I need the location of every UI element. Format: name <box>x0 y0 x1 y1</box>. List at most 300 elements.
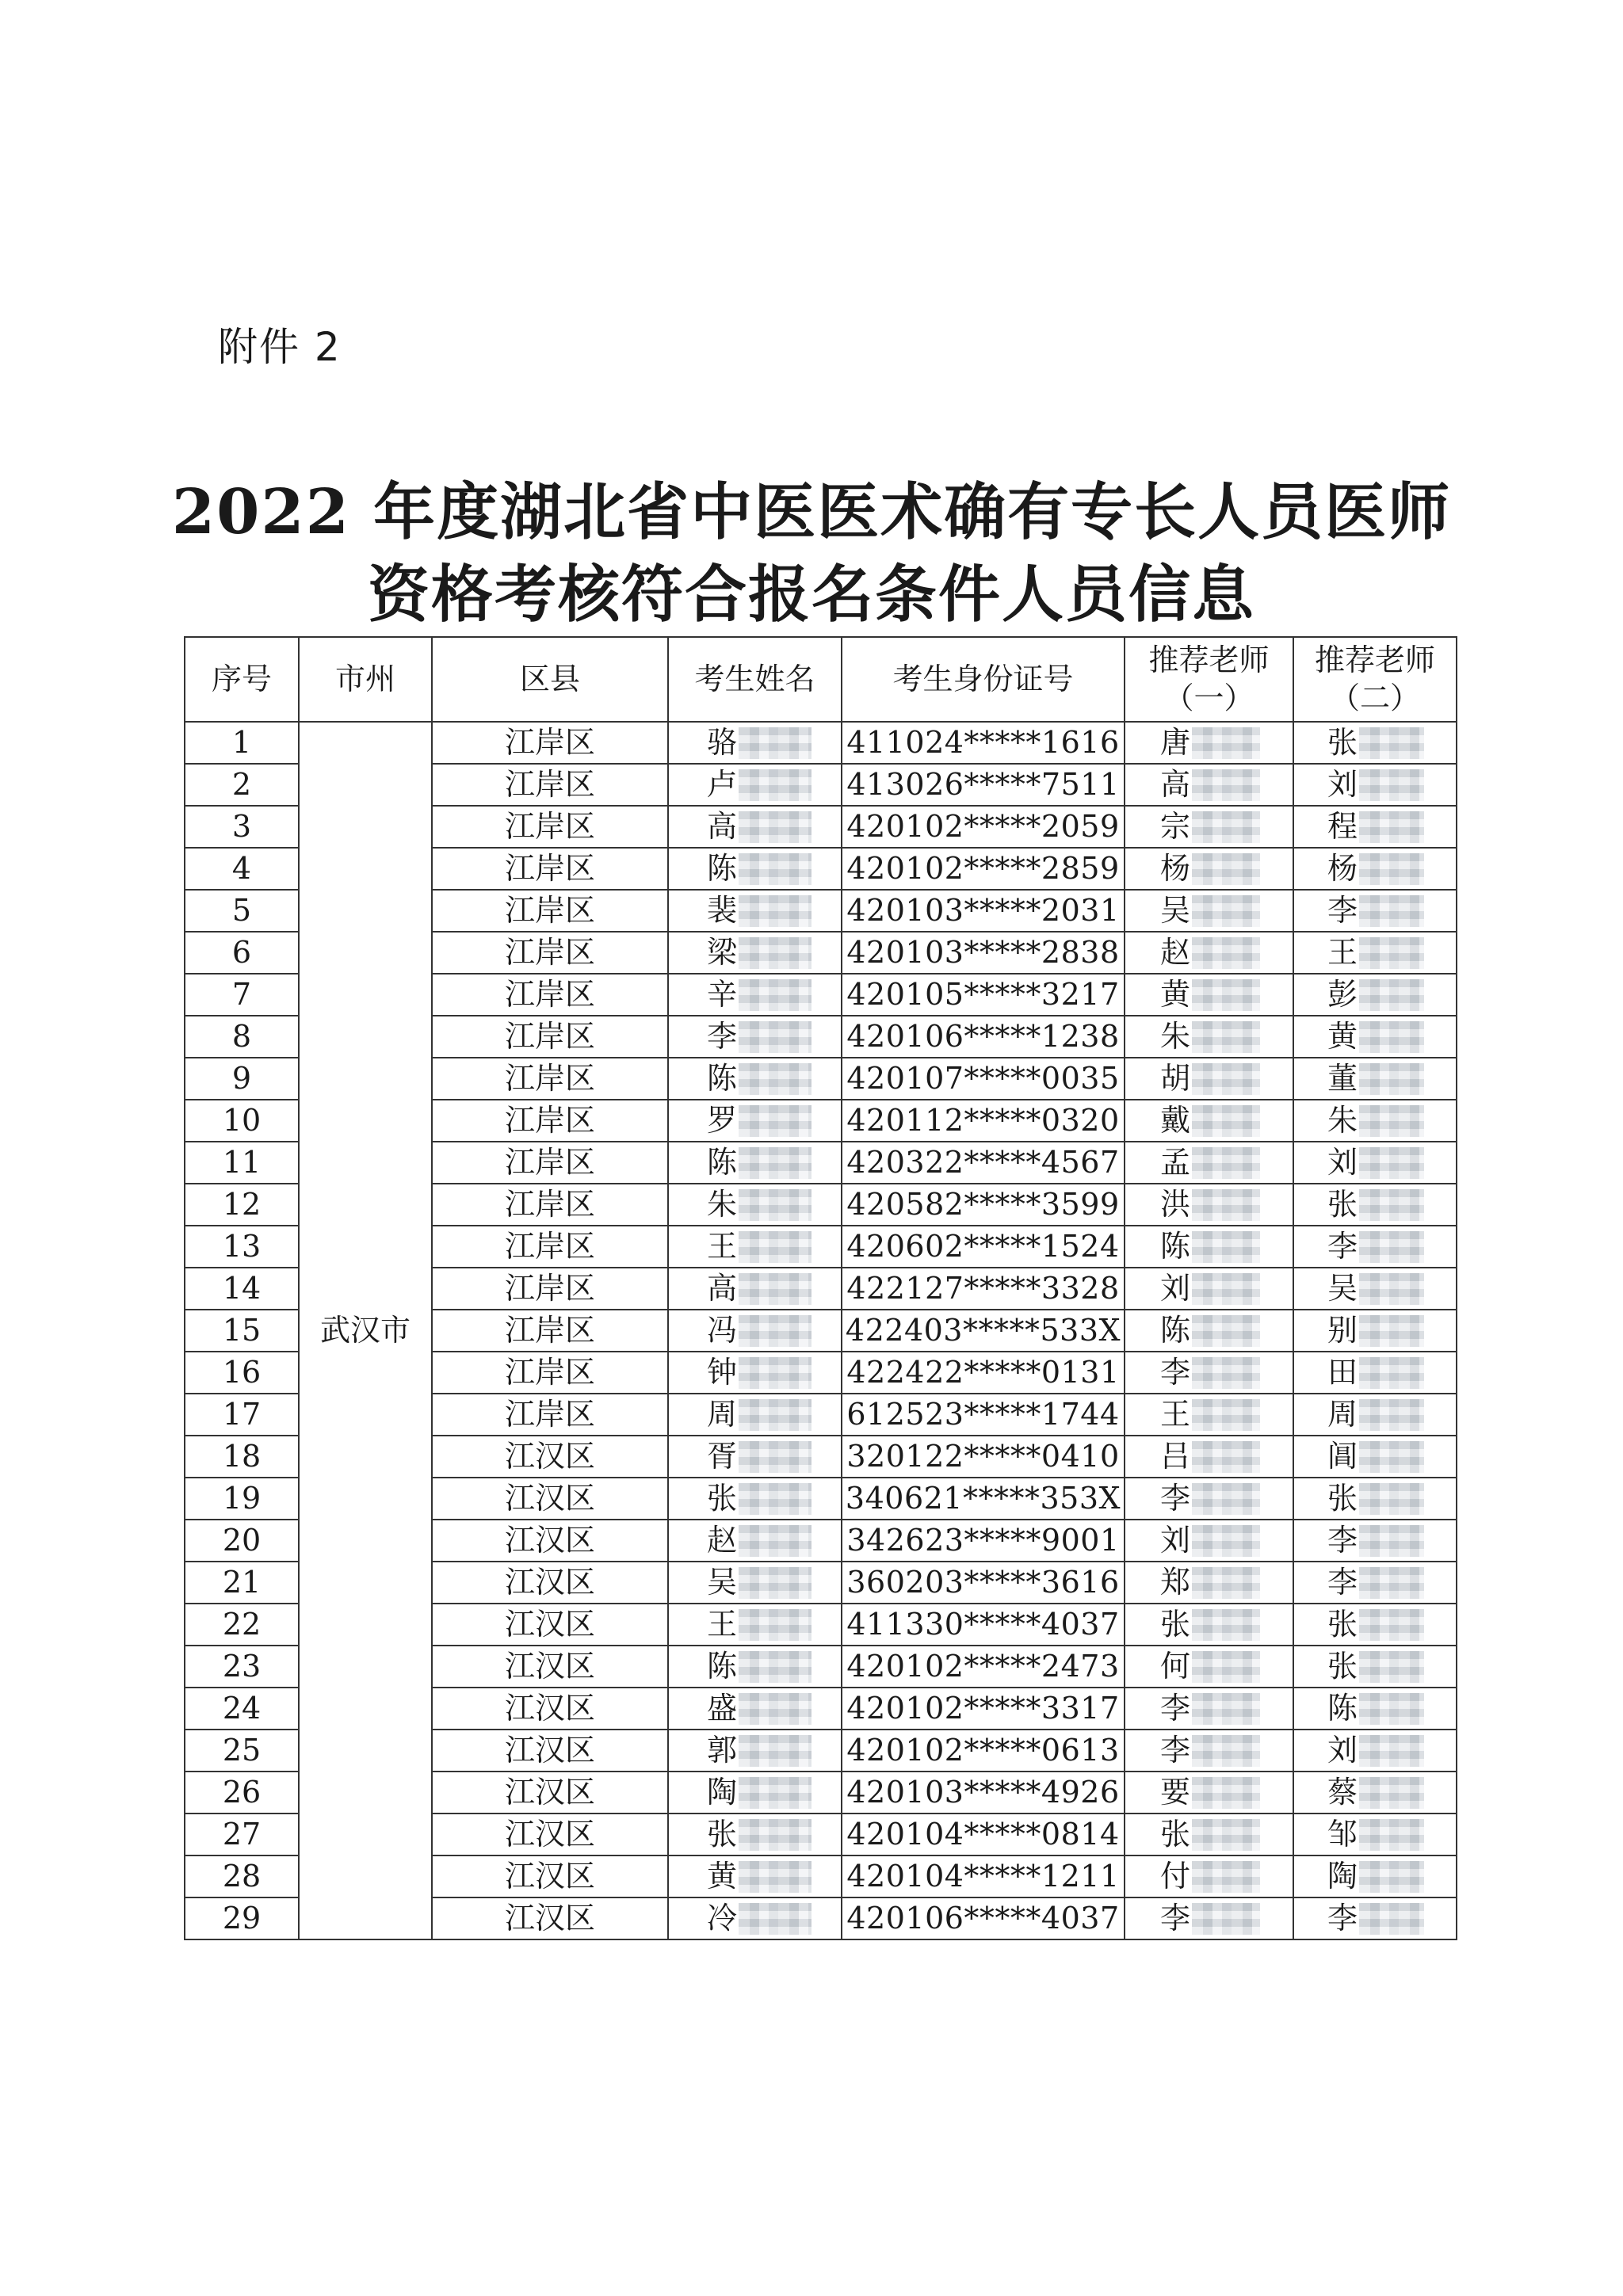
cell-district: 江岸区 <box>432 1100 668 1142</box>
redaction-mask <box>1192 727 1260 759</box>
redaction-mask <box>1192 1567 1260 1599</box>
cell-district: 江岸区 <box>432 806 668 848</box>
redaction-mask <box>1359 1231 1424 1263</box>
cell-id: 420103*****4926 <box>842 1772 1125 1814</box>
redaction-mask <box>1192 1105 1260 1137</box>
header-teacher2-index: （二） <box>1329 680 1420 715</box>
cell-name <box>668 806 842 848</box>
cell-id: 320122*****0410 <box>842 1436 1125 1478</box>
cell-teacher1 <box>1125 932 1293 974</box>
cell-seq: 6 <box>185 932 299 974</box>
redaction-mask <box>1192 1861 1260 1893</box>
cell-teacher2-surname: 黄 <box>1327 1019 1358 1054</box>
cell-district: 江岸区 <box>432 1016 668 1058</box>
cell-id: 411024*****1616 <box>842 722 1125 764</box>
cell-id: 420103*****2838 <box>842 932 1125 974</box>
cell-teacher2-surname: 周 <box>1327 1397 1358 1432</box>
cell-id: 422127*****3328 <box>842 1268 1125 1310</box>
applicant-table <box>184 636 1457 1940</box>
cell-name-surname: 陈 <box>707 1145 738 1180</box>
cell-teacher1-surname: 胡 <box>1160 1061 1191 1096</box>
redaction-mask <box>1359 979 1424 1011</box>
cell-teacher2 <box>1293 932 1457 974</box>
header-id: 考生身份证号 <box>842 637 1125 722</box>
redaction-mask <box>739 1819 812 1851</box>
header-district: 区县 <box>432 637 668 722</box>
redaction-mask <box>1359 1399 1424 1431</box>
cell-teacher1-surname: 李 <box>1160 1691 1191 1726</box>
redaction-mask <box>1359 1651 1424 1683</box>
cell-name <box>668 1352 842 1394</box>
cell-teacher1-surname: 要 <box>1160 1775 1191 1810</box>
redaction-mask <box>1192 1777 1260 1809</box>
redaction-mask <box>739 1147 812 1179</box>
redaction-mask <box>739 1525 812 1557</box>
cell-id: 360203*****3616 <box>842 1562 1125 1604</box>
redaction-mask <box>1192 895 1260 927</box>
cell-name-surname: 周 <box>707 1397 738 1432</box>
cell-district: 江汉区 <box>432 1604 668 1646</box>
cell-teacher1-surname: 孟 <box>1160 1145 1191 1180</box>
cell-district: 江汉区 <box>432 1688 668 1730</box>
cell-id: 420105*****3217 <box>842 974 1125 1016</box>
cell-id: 422403*****533X <box>842 1310 1125 1352</box>
cell-seq: 3 <box>185 806 299 848</box>
cell-name-surname: 朱 <box>707 1187 738 1222</box>
cell-teacher2 <box>1293 1394 1457 1436</box>
cell-id: 420112*****0320 <box>842 1100 1125 1142</box>
cell-district: 江岸区 <box>432 1268 668 1310</box>
redaction-mask <box>1359 895 1424 927</box>
cell-id: 420104*****0814 <box>842 1814 1125 1855</box>
redaction-mask <box>1359 1357 1424 1389</box>
redaction-mask <box>1192 1231 1260 1263</box>
redaction-mask <box>739 1567 812 1599</box>
cell-teacher1 <box>1125 1352 1293 1394</box>
redaction-mask <box>1359 1147 1424 1179</box>
cell-id: 420106*****1238 <box>842 1016 1125 1058</box>
cell-name-surname: 张 <box>707 1481 738 1516</box>
header-city: 市州 <box>299 637 432 722</box>
cell-teacher1 <box>1125 1142 1293 1184</box>
cell-name <box>668 1016 842 1058</box>
cell-seq: 18 <box>185 1436 299 1478</box>
cell-name-surname: 陈 <box>707 851 738 886</box>
cell-teacher2 <box>1293 848 1457 890</box>
cell-teacher2-surname: 朱 <box>1327 1103 1358 1138</box>
cell-name <box>668 1520 842 1562</box>
cell-id: 420582*****3599 <box>842 1184 1125 1226</box>
cell-district: 江岸区 <box>432 722 668 764</box>
header-teacher2 <box>1293 637 1457 722</box>
cell-district: 江岸区 <box>432 1310 668 1352</box>
cell-district: 江岸区 <box>432 848 668 890</box>
cell-teacher2-surname: 李 <box>1327 1901 1358 1936</box>
cell-teacher1 <box>1125 974 1293 1016</box>
cell-teacher1 <box>1125 1058 1293 1100</box>
cell-district: 江岸区 <box>432 974 668 1016</box>
redaction-mask <box>1192 1189 1260 1221</box>
cell-id: 420102*****3317 <box>842 1688 1125 1730</box>
redaction-mask <box>739 769 812 801</box>
redaction-mask <box>1359 1189 1424 1221</box>
cell-district: 江岸区 <box>432 1226 668 1268</box>
cell-teacher2 <box>1293 1436 1457 1478</box>
redaction-mask <box>1192 937 1260 969</box>
cell-name-surname: 盛 <box>707 1691 738 1726</box>
cell-teacher1-surname: 戴 <box>1160 1103 1191 1138</box>
header-name: 考生姓名 <box>668 637 842 722</box>
cell-teacher1-surname: 宗 <box>1160 809 1191 844</box>
cell-district: 江岸区 <box>432 1352 668 1394</box>
cell-name <box>668 1184 842 1226</box>
cell-teacher2 <box>1293 1100 1457 1142</box>
cell-name <box>668 848 842 890</box>
redaction-mask <box>739 1315 812 1347</box>
cell-teacher2 <box>1293 1814 1457 1855</box>
cell-id: 420107*****0035 <box>842 1058 1125 1100</box>
redaction-mask <box>1192 1273 1260 1305</box>
table-row <box>185 722 1457 764</box>
cell-name <box>668 1478 842 1520</box>
cell-teacher1-surname: 刘 <box>1160 1271 1191 1306</box>
cell-teacher2 <box>1293 1730 1457 1772</box>
cell-district: 江汉区 <box>432 1855 668 1897</box>
cell-name-surname: 陈 <box>707 1061 738 1096</box>
cell-teacher1-surname: 黄 <box>1160 977 1191 1012</box>
redaction-mask <box>1359 1609 1424 1641</box>
cell-teacher1 <box>1125 1100 1293 1142</box>
cell-teacher1-surname: 张 <box>1160 1817 1191 1852</box>
cell-name <box>668 1814 842 1855</box>
header-teacher1-index: （一） <box>1163 680 1254 715</box>
cell-teacher1-surname: 李 <box>1160 1733 1191 1768</box>
cell-district: 江岸区 <box>432 1184 668 1226</box>
cell-id: 420322*****4567 <box>842 1142 1125 1184</box>
cell-teacher2 <box>1293 1562 1457 1604</box>
redaction-mask <box>1359 811 1424 843</box>
cell-teacher2 <box>1293 806 1457 848</box>
redaction-mask <box>1192 1525 1260 1557</box>
cell-teacher1 <box>1125 722 1293 764</box>
cell-seq: 19 <box>185 1478 299 1520</box>
cell-teacher2-surname: 张 <box>1327 1481 1358 1516</box>
redaction-mask <box>1359 1105 1424 1137</box>
cell-teacher2-surname: 张 <box>1327 1187 1358 1222</box>
redaction-mask <box>739 937 812 969</box>
redaction-mask <box>1192 1735 1260 1767</box>
cell-teacher1 <box>1125 1226 1293 1268</box>
cell-teacher2 <box>1293 1226 1457 1268</box>
cell-teacher2-surname: 陶 <box>1327 1859 1358 1894</box>
cell-name-surname: 王 <box>707 1607 738 1642</box>
cell-name-surname: 冷 <box>707 1901 738 1936</box>
cell-name-surname: 陈 <box>707 1649 738 1684</box>
cell-teacher2-surname: 程 <box>1327 809 1358 844</box>
cell-name <box>668 974 842 1016</box>
redaction-mask <box>1192 1819 1260 1851</box>
cell-teacher2-surname: 刘 <box>1327 767 1358 802</box>
cell-teacher1 <box>1125 848 1293 890</box>
cell-teacher1-surname: 张 <box>1160 1607 1191 1642</box>
cell-seq: 8 <box>185 1016 299 1058</box>
redaction-mask <box>739 1777 812 1809</box>
cell-name <box>668 1604 842 1646</box>
cell-seq: 20 <box>185 1520 299 1562</box>
cell-teacher1-surname: 刘 <box>1160 1523 1191 1558</box>
cell-seq: 4 <box>185 848 299 890</box>
redaction-mask <box>1192 1441 1260 1473</box>
cell-district: 江汉区 <box>432 1646 668 1688</box>
cell-name-surname: 王 <box>707 1229 738 1264</box>
redaction-mask <box>1192 1147 1260 1179</box>
redaction-mask <box>1359 1735 1424 1767</box>
cell-seq: 16 <box>185 1352 299 1394</box>
cell-seq: 23 <box>185 1646 299 1688</box>
cell-district: 江汉区 <box>432 1562 668 1604</box>
cell-teacher2 <box>1293 1142 1457 1184</box>
cell-teacher2 <box>1293 1016 1457 1058</box>
cell-id: 420102*****0613 <box>842 1730 1125 1772</box>
cell-seq: 10 <box>185 1100 299 1142</box>
redaction-mask <box>739 979 812 1011</box>
cell-seq: 25 <box>185 1730 299 1772</box>
cell-district: 江汉区 <box>432 1814 668 1855</box>
cell-teacher2 <box>1293 1897 1457 1939</box>
cell-seq: 17 <box>185 1394 299 1436</box>
cell-teacher1 <box>1125 1897 1293 1939</box>
cell-teacher2-surname: 杨 <box>1327 851 1358 886</box>
cell-district: 江汉区 <box>432 1897 668 1939</box>
redaction-mask <box>1192 1315 1260 1347</box>
cell-seq: 5 <box>185 890 299 932</box>
cell-name <box>668 1562 842 1604</box>
cell-name <box>668 1646 842 1688</box>
redaction-mask <box>1359 937 1424 969</box>
header-teacher2-label: 推荐老师 <box>1314 643 1435 677</box>
cell-teacher1-surname: 王 <box>1160 1397 1191 1432</box>
redaction-mask <box>739 895 812 927</box>
cell-id: 612523*****1744 <box>842 1394 1125 1436</box>
redaction-mask <box>739 1903 812 1935</box>
redaction-mask <box>739 727 812 759</box>
cell-teacher2-surname: 蔡 <box>1327 1775 1358 1810</box>
cell-teacher1 <box>1125 1520 1293 1562</box>
cell-seq: 28 <box>185 1855 299 1897</box>
redaction-mask <box>739 1399 812 1431</box>
cell-teacher2 <box>1293 1772 1457 1814</box>
cell-teacher1 <box>1125 1855 1293 1897</box>
cell-name <box>668 1730 842 1772</box>
redaction-mask <box>1359 1315 1424 1347</box>
cell-teacher2 <box>1293 1478 1457 1520</box>
cell-name <box>668 1100 842 1142</box>
redaction-mask <box>1192 1693 1260 1725</box>
redaction-mask <box>739 853 812 885</box>
cell-id: 411330*****4037 <box>842 1604 1125 1646</box>
header-seq: 序号 <box>185 637 299 722</box>
cell-name-surname: 骆 <box>707 725 738 760</box>
redaction-mask <box>1192 1021 1260 1053</box>
cell-teacher2 <box>1293 1184 1457 1226</box>
cell-name <box>668 890 842 932</box>
document-title-line1: 2022 年度湖北省中医医术确有专长人员医师 <box>171 476 1452 548</box>
cell-teacher2-surname: 王 <box>1327 935 1358 970</box>
cell-district: 江岸区 <box>432 1394 668 1436</box>
cell-teacher1-surname: 付 <box>1160 1859 1191 1894</box>
redaction-mask <box>739 1441 812 1473</box>
cell-teacher1 <box>1125 1436 1293 1478</box>
redaction-mask <box>1359 727 1424 759</box>
cell-teacher1 <box>1125 1016 1293 1058</box>
redaction-mask <box>1359 1063 1424 1095</box>
header-teacher1-label: 推荐老师 <box>1148 643 1270 677</box>
cell-teacher2-surname: 刘 <box>1327 1145 1358 1180</box>
cell-name-surname: 冯 <box>707 1313 738 1348</box>
cell-teacher1 <box>1125 1814 1293 1855</box>
redaction-mask <box>739 1063 812 1095</box>
redaction-mask <box>1192 1357 1260 1389</box>
cell-seq: 9 <box>185 1058 299 1100</box>
redaction-mask <box>1192 979 1260 1011</box>
redaction-mask <box>739 1357 812 1389</box>
cell-teacher1-surname: 高 <box>1160 767 1191 802</box>
cell-id: 420602*****1524 <box>842 1226 1125 1268</box>
header-teacher1 <box>1125 637 1293 722</box>
cell-teacher2-surname: 陈 <box>1327 1691 1358 1726</box>
redaction-mask <box>1359 769 1424 801</box>
cell-name <box>668 1226 842 1268</box>
cell-teacher1-surname: 唐 <box>1160 725 1191 760</box>
cell-name-surname: 黄 <box>707 1859 738 1894</box>
cell-seq: 12 <box>185 1184 299 1226</box>
cell-name-surname: 胥 <box>707 1439 738 1474</box>
cell-name-surname: 辛 <box>707 977 738 1012</box>
cell-teacher1-surname: 李 <box>1160 1481 1191 1516</box>
redaction-mask <box>1192 1063 1260 1095</box>
table-header-row <box>185 637 1457 722</box>
cell-teacher1 <box>1125 1268 1293 1310</box>
cell-teacher2-surname: 张 <box>1327 725 1358 760</box>
redaction-mask <box>1192 1609 1260 1641</box>
cell-teacher2-surname: 张 <box>1327 1607 1358 1642</box>
cell-id: 420106*****4037 <box>842 1897 1125 1939</box>
cell-seq: 7 <box>185 974 299 1016</box>
redaction-mask <box>739 1609 812 1641</box>
redaction-mask <box>1192 1483 1260 1515</box>
cell-district: 江汉区 <box>432 1772 668 1814</box>
cell-teacher1 <box>1125 806 1293 848</box>
cell-teacher2 <box>1293 722 1457 764</box>
cell-teacher2-surname: 别 <box>1327 1313 1358 1348</box>
cell-id: 413026*****7511 <box>842 764 1125 806</box>
redaction-mask <box>1359 1819 1424 1851</box>
cell-teacher2-surname: 吴 <box>1327 1271 1358 1306</box>
attachment-label: 附件 2 <box>218 324 342 370</box>
cell-name-surname: 梁 <box>707 935 738 970</box>
redaction-mask <box>1359 1693 1424 1725</box>
cell-name-surname: 卢 <box>707 767 738 802</box>
cell-teacher1 <box>1125 1310 1293 1352</box>
cell-seq: 27 <box>185 1814 299 1855</box>
cell-teacher2-surname: 田 <box>1327 1355 1358 1390</box>
cell-teacher2 <box>1293 1604 1457 1646</box>
cell-id: 420104*****1211 <box>842 1855 1125 1897</box>
cell-teacher2 <box>1293 1058 1457 1100</box>
cell-seq: 21 <box>185 1562 299 1604</box>
cell-city: 武汉市 <box>299 722 432 1939</box>
cell-teacher1 <box>1125 1730 1293 1772</box>
cell-name <box>668 1310 842 1352</box>
cell-teacher1-surname: 何 <box>1160 1649 1191 1684</box>
redaction-mask <box>1359 1525 1424 1557</box>
cell-name-surname: 钟 <box>707 1355 738 1390</box>
redaction-mask <box>1359 1861 1424 1893</box>
cell-teacher1-surname: 洪 <box>1160 1187 1191 1222</box>
redaction-mask <box>739 1189 812 1221</box>
redaction-mask <box>1192 1903 1260 1935</box>
cell-teacher1-surname: 李 <box>1160 1355 1191 1390</box>
cell-seq: 15 <box>185 1310 299 1352</box>
cell-teacher2-surname: 刘 <box>1327 1733 1358 1768</box>
cell-id: 342623*****9001 <box>842 1520 1125 1562</box>
cell-teacher1-surname: 朱 <box>1160 1019 1191 1054</box>
cell-teacher2 <box>1293 890 1457 932</box>
cell-name-surname: 赵 <box>707 1523 738 1558</box>
cell-name <box>668 722 842 764</box>
cell-name <box>668 1855 842 1897</box>
cell-district: 江汉区 <box>432 1730 668 1772</box>
cell-name <box>668 1897 842 1939</box>
redaction-mask <box>739 1021 812 1053</box>
cell-name-surname: 张 <box>707 1817 738 1852</box>
cell-teacher1 <box>1125 1394 1293 1436</box>
cell-teacher2 <box>1293 974 1457 1016</box>
cell-name <box>668 764 842 806</box>
cell-seq: 29 <box>185 1897 299 1939</box>
document-title-line2: 资格考核符合报名条件人员信息 <box>367 559 1255 631</box>
cell-name-surname: 高 <box>707 1271 738 1306</box>
redaction-mask <box>1359 1567 1424 1599</box>
cell-district: 江岸区 <box>432 1058 668 1100</box>
cell-teacher2 <box>1293 764 1457 806</box>
cell-seq: 22 <box>185 1604 299 1646</box>
cell-teacher1 <box>1125 890 1293 932</box>
cell-name <box>668 1142 842 1184</box>
cell-name-surname: 罗 <box>707 1103 738 1138</box>
cell-teacher2 <box>1293 1688 1457 1730</box>
cell-teacher2 <box>1293 1855 1457 1897</box>
cell-name <box>668 1772 842 1814</box>
cell-name <box>668 1436 842 1478</box>
cell-seq: 26 <box>185 1772 299 1814</box>
cell-teacher1-surname: 李 <box>1160 1901 1191 1936</box>
cell-id: 422422*****0131 <box>842 1352 1125 1394</box>
cell-teacher1-surname: 陈 <box>1160 1313 1191 1348</box>
cell-district: 江岸区 <box>432 764 668 806</box>
cell-teacher1 <box>1125 764 1293 806</box>
cell-teacher1 <box>1125 1478 1293 1520</box>
cell-teacher1 <box>1125 1646 1293 1688</box>
cell-seq: 2 <box>185 764 299 806</box>
cell-district: 江岸区 <box>432 932 668 974</box>
cell-id: 420102*****2859 <box>842 848 1125 890</box>
cell-teacher1-surname: 吕 <box>1160 1439 1191 1474</box>
redaction-mask <box>1359 1903 1424 1935</box>
cell-teacher2-surname: 李 <box>1327 1523 1358 1558</box>
cell-teacher2-surname: 张 <box>1327 1649 1358 1684</box>
cell-teacher1-surname: 杨 <box>1160 851 1191 886</box>
